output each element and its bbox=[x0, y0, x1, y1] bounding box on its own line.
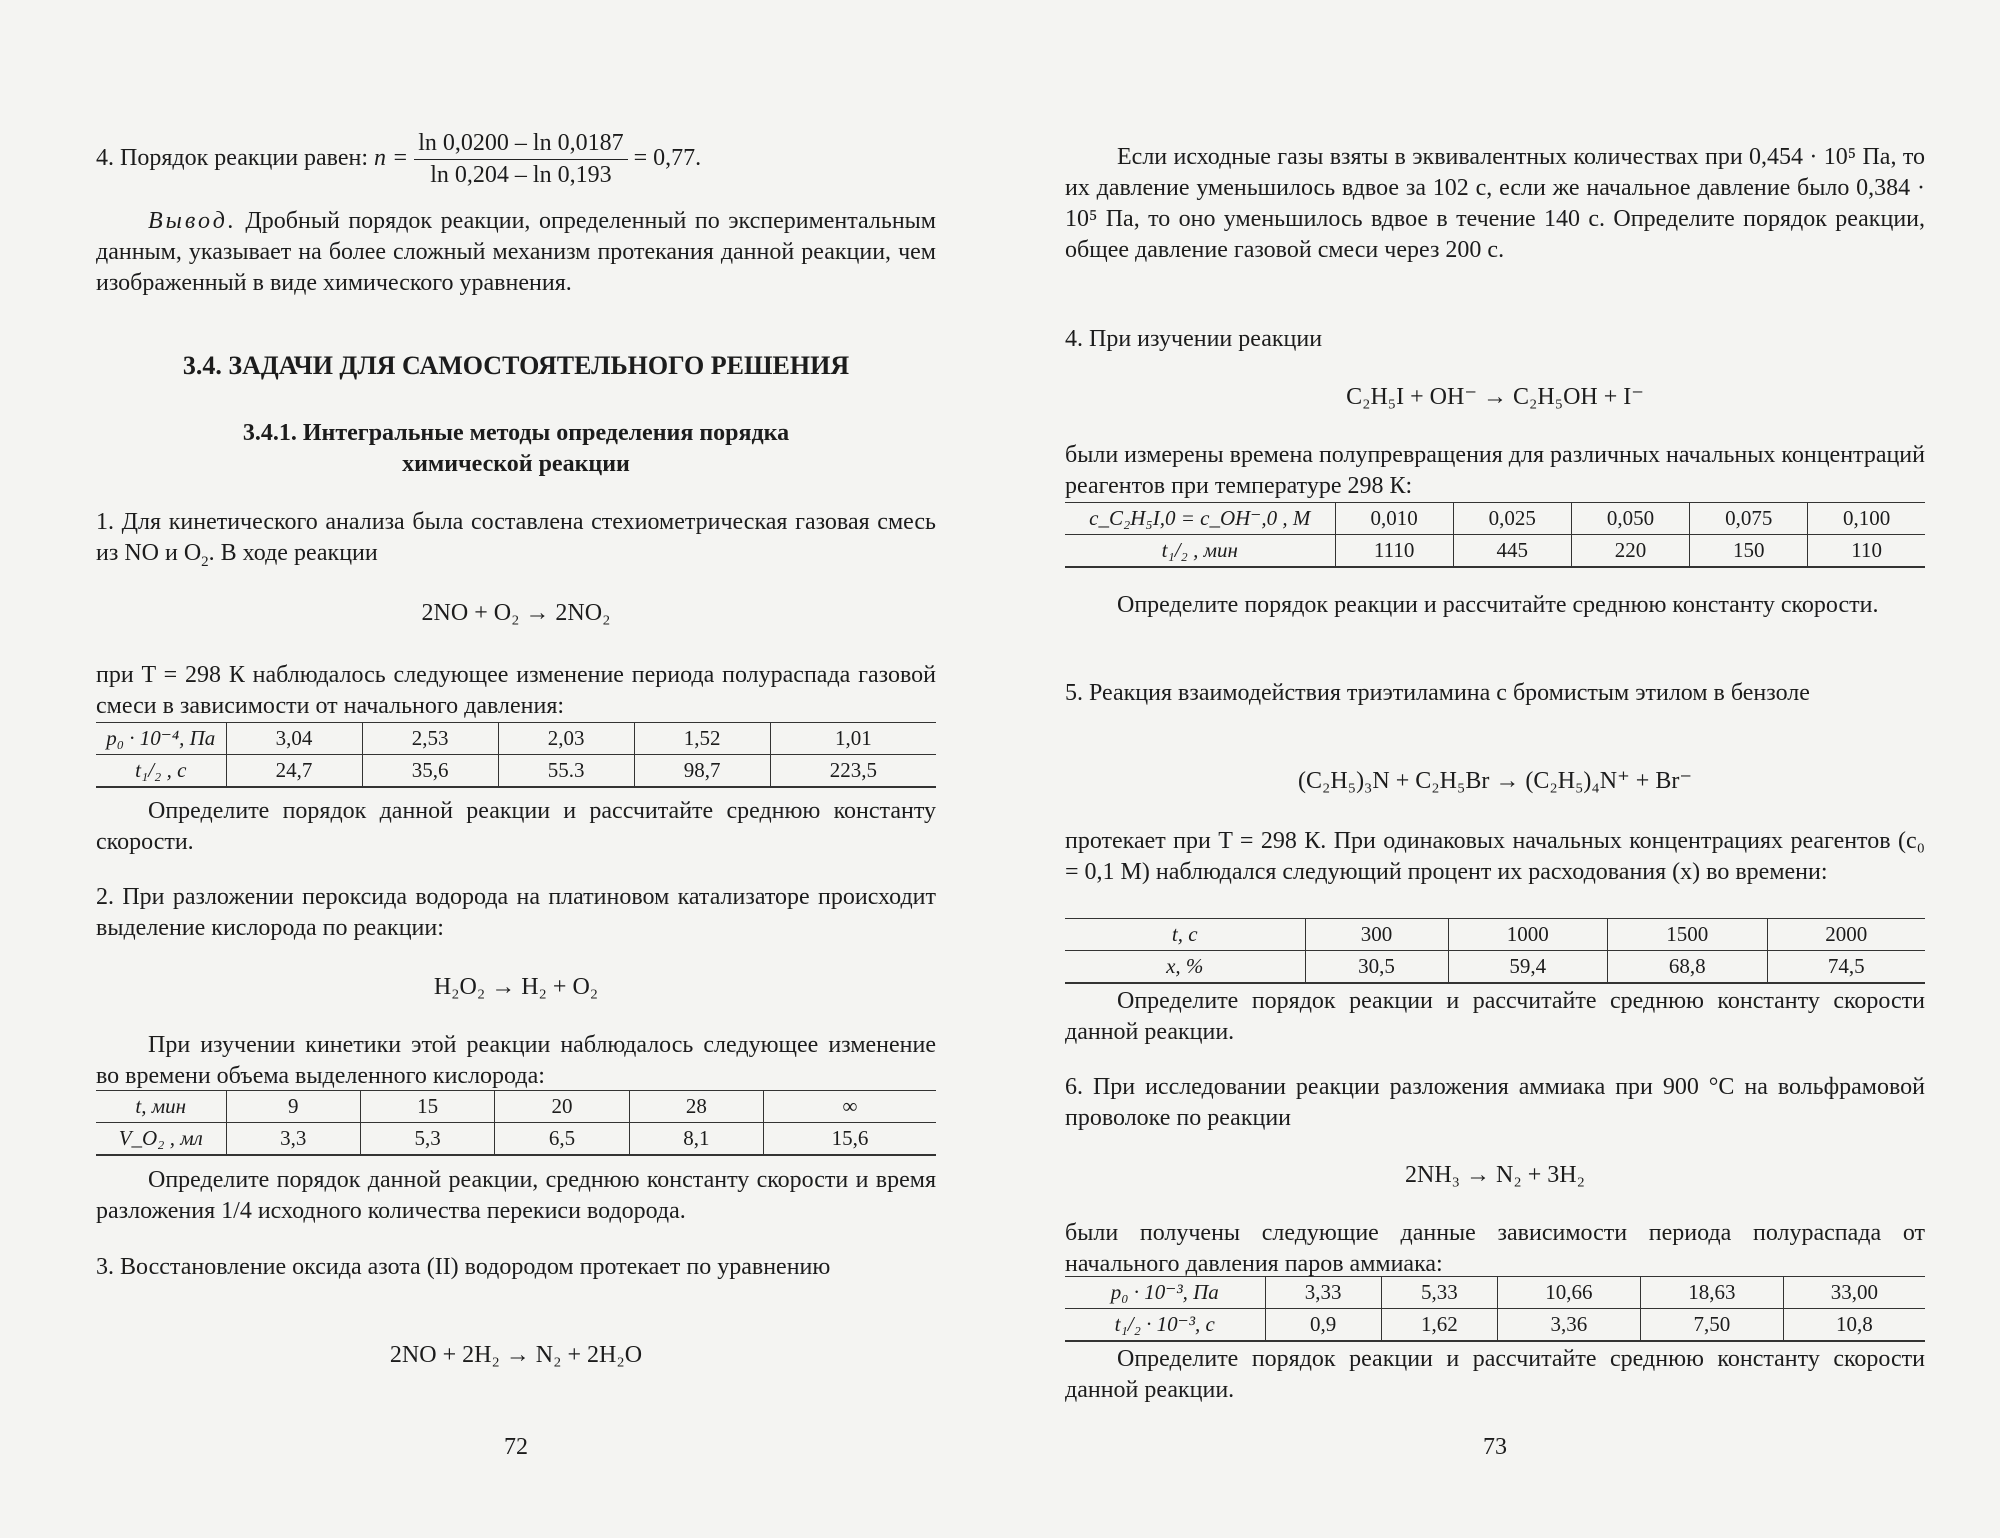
task-6-question: Определите порядок реакции и рассчитайте среднюю константу скорости данной реакции. bbox=[1065, 1346, 1925, 1403]
table-row: p₀ · 10⁻³, Па 3,33 5,33 10,66 18,63 33,00 bbox=[1065, 1277, 1925, 1309]
task-6-equation: 2NH₃ → N₂ + 3H₂ bbox=[1405, 1162, 1585, 1188]
table-row: t₁/₂ · 10⁻³, с 0,9 1,62 3,36 7,50 10,8 bbox=[1065, 1309, 1925, 1342]
task-1-question: Определите порядок данной реакции и рассчитайте среднюю константу скорости. bbox=[96, 798, 936, 855]
task-4-table bbox=[1065, 502, 1925, 568]
task-2-question: Определите порядок данной реакции, среднюю константу скорости и время разложения 1/4 исходного количества перекиси водорода. bbox=[96, 1167, 936, 1224]
task-4-intro: 4. При изучении реакции bbox=[1065, 326, 1323, 352]
table-row: t₁/₂ , мин 1110 445 220 150 110 bbox=[1065, 535, 1925, 568]
table-row: t, мин 9 15 20 28 ∞ bbox=[96, 1091, 936, 1123]
order-calculation: 4. Порядок реакции равен: n = $\frac{\ln 0,0200 - \ln 0,0187}{\ln 0,204 - \ln 0,193}$ = 0,77. bbox=[96, 128, 936, 191]
task-6-condition: были получены следующие данные зависимости периода полураспада от начального давления паров аммиака: bbox=[1065, 1220, 1925, 1277]
task-6-intro: 6. При исследовании реакции разложения аммиака при 900 °С на вольфрамовой проволоке по реакции bbox=[1065, 1074, 1925, 1131]
subsection-title: 3.4.1. Интегральные методы определения порядка химической реакции bbox=[242, 420, 790, 477]
task-4-question: Определите порядок реакции и рассчитайте среднюю константу скорости. bbox=[1117, 592, 1879, 618]
conclusion: Вывод. Дробный порядок реакции, определенный по экспериментальным данным, указывает на более сложный механизм протекания данной реакции, чем изображенный в виде химического уравнения. bbox=[96, 208, 936, 296]
task-5-table bbox=[1065, 918, 1925, 984]
task-6-table bbox=[1065, 1276, 1925, 1342]
task-3-intro: 3. Восстановление оксида азота (II) водородом протекает по уравнению bbox=[96, 1254, 831, 1280]
page-number: 72 bbox=[504, 1434, 528, 1460]
task-3-continuation: Если исходные газы взяты в эквивалентных количествах при 0,454 · 10⁵ Па, то их давление уменьшилось вдвое за 102 с, если же начальное давление было 0,384 · 10⁵ Па, то оно уменьшилось вдвое в течение 140 с. Определите порядок реакции, общее давление газовой смеси через 200 с. bbox=[1065, 144, 1925, 263]
table-row: x, % 30,5 59,4 68,8 74,5 bbox=[1065, 951, 1925, 984]
task-5-question: Определите порядок реакции и рассчитайте среднюю константу скорости данной реакции. bbox=[1065, 988, 1925, 1045]
task-1-condition: при T = 298 К наблюдалось следующее изменение периода полураспада газовой смеси в зависимости от начального давления: bbox=[96, 662, 936, 719]
section-title: 3.4. ЗАДАЧИ ДЛЯ САМОСТОЯТЕЛЬНОГО РЕШЕНИЯ bbox=[182, 351, 850, 380]
page-number: 73 bbox=[1483, 1434, 1507, 1460]
task-1-equation: 2NO + O₂ → 2NO₂ bbox=[421, 600, 611, 626]
table-row: c_C₂H₅I,0 = c_OH⁻,0 , М 0,010 0,025 0,050 0,075 0,100 bbox=[1065, 503, 1925, 535]
right-page bbox=[1065, 0, 1925, 1538]
table-row: V_O₂ , мл 3,3 5,3 6,5 8,1 15,6 bbox=[96, 1123, 936, 1156]
table-row: t, с 300 1000 1500 2000 bbox=[1065, 919, 1925, 951]
task-1-table bbox=[96, 722, 936, 788]
task-2-equation: H₂O₂ → H₂ + O₂ bbox=[433, 974, 599, 1000]
task-4-condition: были измерены времена полупревращения для различных начальных концентраций реагентов при температуре 298 К: bbox=[1065, 442, 1925, 499]
task-3-equation: 2NO + 2H₂ → N₂ + 2H₂O bbox=[389, 1342, 643, 1368]
left-page bbox=[96, 0, 936, 1538]
task-1-intro: 1. Для кинетического анализа была составлена стехиометрическая газовая смесь из NO и $O_2$. В ходе реакции bbox=[96, 509, 936, 570]
task-5-intro: 5. Реакция взаимодействия триэтиламина с бромистым этилом в бензоле bbox=[1065, 680, 1810, 706]
table-row: t₁/₂ , с 24,7 35,6 55.3 98,7 223,5 bbox=[96, 755, 936, 788]
task-4-equation: C₂H₅I + OH⁻ → C₂H₅OH + I⁻ bbox=[1346, 384, 1644, 410]
task-2-condition: При изучении кинетики этой реакции наблюдалось следующее изменение во времени объема выделенного кислорода: bbox=[96, 1032, 936, 1089]
task-5-equation: (C₂H₅)₃N + C₂H₅Br → (C₂H₅)₄N⁺ + Br⁻ bbox=[1298, 768, 1692, 794]
task-5-condition: протекает при T = 298 К. При одинаковых начальных концентрациях реагентов (c₀ = 0,1 М) наблюдался следующий процент их расходования (x) во времени: bbox=[1065, 828, 1925, 885]
table-row: p₀ · 10⁻⁴, Па 3,04 2,53 2,03 1,52 1,01 bbox=[96, 723, 936, 755]
task-2-table bbox=[96, 1090, 936, 1156]
fraction: $\frac{\ln 0,0200 - \ln 0,0187}{\ln 0,204 - \ln 0,193}$ bbox=[414, 128, 627, 191]
task-2-intro: 2. При разложении пероксида водорода на платиновом катализаторе происходит выделение кислорода по реакции: bbox=[96, 884, 936, 941]
